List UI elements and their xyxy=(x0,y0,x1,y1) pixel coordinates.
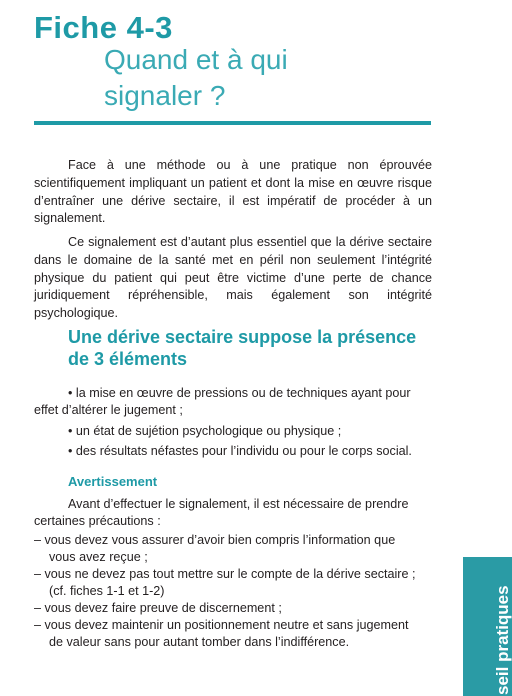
intro-paragraph-2-text: Ce signalement est d’autant plus essentiel que la dérive sectaire dans le domaine de la santé met en péril non seulement l’intégrité physique du patient qui peut être victime d’une perte de chance juridiquement répréhensible, mais également son intégrité psychologique. xyxy=(34,235,432,321)
warning-item: – vous ne devez pas tout mettre sur le compte de la dérive sectaire ; xyxy=(34,567,416,581)
warning-item: – vous devez faire preuve de discernement ; xyxy=(34,601,282,615)
bullet-item: • la mise en œuvre de pressions ou de techniques ayant pour xyxy=(68,386,411,400)
warning-item: – vous devez vous assurer d’avoir bien compris l’information que xyxy=(34,533,396,547)
warning-item-continuation: vous avez reçue ; xyxy=(49,550,148,564)
side-tab-label-wrapper xyxy=(463,557,512,696)
bullet-item-continuation: effet d’altérer le jugement ; xyxy=(34,403,183,417)
section-heading-line1: Une dérive sectaire suppose la présence xyxy=(68,327,417,347)
intro-paragraph-2 xyxy=(34,234,432,323)
intro-paragraph-1 xyxy=(34,157,432,228)
section-heading-line2: de 3 éléments xyxy=(68,349,188,369)
page-title-line1: Quand et à qui xyxy=(104,44,288,75)
title-underline xyxy=(34,121,431,125)
bullet-item: • des résultats néfastes pour l’individu ou pour le corps social. xyxy=(68,444,412,458)
page-title-line2: signaler ? xyxy=(104,80,226,111)
warning-intro-line: certaines précautions : xyxy=(34,514,161,528)
warning-item-continuation: (cf. fiches 1-1 et 1-2) xyxy=(49,584,165,598)
warning-intro-line: Avant d’effectuer le signalement, il est nécessaire de prendre xyxy=(68,497,409,511)
intro-paragraph-1-text: Face à une méthode ou à une pratique non éprouvée scientifiquement impliquant un patient et dont la mise en œuvre risque d’entraîner une dérive sectaire, il est impératif de procéder à un signalement. xyxy=(34,158,432,226)
warning-item: – vous devez maintenir un positionnement neutre et sans jugement xyxy=(34,618,409,632)
side-tab-label: seil pratiques xyxy=(493,585,512,695)
warning-title: Avertissement xyxy=(68,474,158,489)
bullet-item: • un état de sujétion psychologique ou physique ; xyxy=(68,424,342,438)
fiche-number: Fiche 4-3 xyxy=(34,10,173,45)
warning-item-continuation: de valeur sans pour autant tomber dans l’indifférence. xyxy=(49,635,350,649)
section-heading xyxy=(68,326,416,370)
